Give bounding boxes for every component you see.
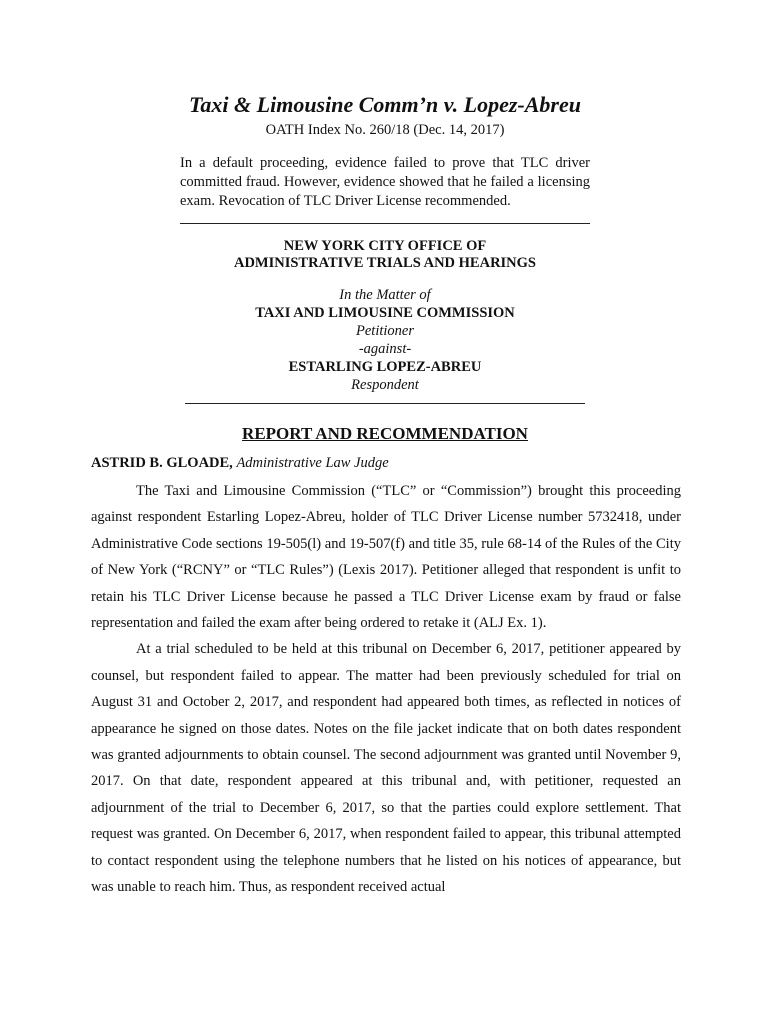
- divider-top: [180, 223, 590, 224]
- office-line-2: ADMINISTRATIVE TRIALS AND HEARINGS: [233, 255, 536, 271]
- body-paragraph-2: At a trial scheduled to be held at this tribunal on December 6, 2017, petitioner appeared by counsel, but respondent failed to appear. The matter had been previously scheduled for trial on August 31 and October 2, 2017, and respondent had appeared both times, as reflected in notices of appearance he signed on those dates. Notes on the file jacket indicate that on both dates respondent was granted adjournments to obtain counsel. The second adjournment was granted until November 9, 2017. On that date, respondent appeared at this tribunal and, with petitioner, requested an adjournment of the trial to December 6, 2017, so that the parties could explore settlement. That request was granted. On December 6, 2017, when respondent failed to appear, this tribunal attempted to contact respondent using the telephone numbers that he listed on his notices of appearance, but was unable to reach him. Thus, as respondent received actual: [91, 641, 681, 896]
- office-heading: [0, 238, 770, 272]
- case-caption: [0, 286, 770, 394]
- divider-bottom: [185, 403, 585, 404]
- report-heading: REPORT AND RECOMMENDATION: [242, 424, 528, 443]
- office-line-1: NEW YORK CITY OFFICE OF: [283, 238, 487, 254]
- body-paragraph-1: The Taxi and Limousine Commission (“TLC” or “Commission”) brought this proceeding against respondent Estarling Lopez-Abreu, holder of TLC Driver License number 5732418, under Administrative Code sections 19-505(l) and 19-507(f) and title 35, rule 68-14 of the Rules of the City of New York (“RCNY” or “TLC Rules”) (Lexis 2017). Petitioner alleged that respondent is unfit to retain his TLC Driver License because he passed a TLC Driver License exam by fraud or false representation and failed the exam after being ordered to retake it (ALJ Ex. 1).: [91, 483, 681, 632]
- report-body: [91, 478, 681, 901]
- case-title: Taxi & Limousine Comm’n v. Lopez-Abreu: [189, 92, 581, 117]
- petitioner-name: TAXI AND LIMOUSINE COMMISSION: [255, 305, 515, 321]
- respondent-name: ESTARLING LOPEZ-ABREU: [288, 359, 482, 375]
- respondent-role: Respondent: [351, 377, 419, 393]
- against-label: -against-: [358, 341, 412, 357]
- judge-line: [91, 455, 389, 472]
- judge-name: ASTRID B. GLOADE,: [91, 455, 233, 471]
- petitioner-role: Petitioner: [356, 323, 414, 339]
- judge-title: Administrative Law Judge: [236, 455, 389, 471]
- case-index: OATH Index No. 260/18 (Dec. 14, 2017): [265, 122, 505, 138]
- case-summary: In a default proceeding, evidence failed to prove that TLC driver committed fraud. However, evidence showed that he failed a licensing exam. Revocation of TLC Driver License recommended.: [180, 155, 590, 209]
- matter-intro: In the Matter of: [339, 287, 431, 303]
